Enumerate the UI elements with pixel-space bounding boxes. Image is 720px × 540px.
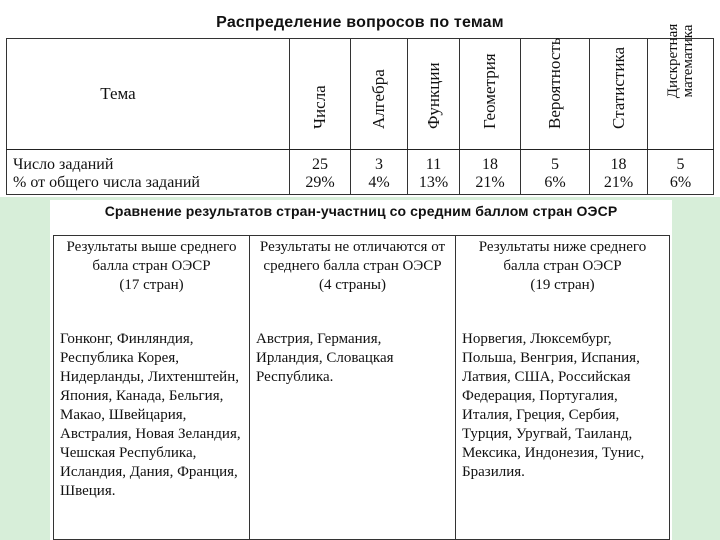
- table-cell: 18: [460, 150, 521, 175]
- comparison-column-header: [456, 236, 670, 331]
- row-label: % от общего числа заданий: [7, 174, 290, 195]
- topic-name: Функции: [423, 62, 443, 129]
- table-cell: 6%: [648, 174, 714, 195]
- topic-column-header: [590, 39, 648, 150]
- topics-panel: [0, 0, 720, 197]
- country-list: Норвегия, Люксембург, Польша, Венгрия, Испания, Латвия, США, Российская Федерация, Португалия, Италия, Греция, Сербия, Турция, Уругвай, Таиланд, Мексика, Индонезия, Тунис, Бразилия.: [456, 330, 670, 540]
- table-cell: 5: [648, 150, 714, 175]
- topic-column-header: [408, 39, 460, 150]
- table-cell: 21%: [460, 174, 521, 195]
- comparison-header-row: [54, 236, 670, 331]
- table-cell: 6%: [521, 174, 590, 195]
- table-cell: 11: [408, 150, 460, 175]
- table-cell: 5: [521, 150, 590, 175]
- column-heading: Результаты не отличаются от среднего балла стран ОЭСР (4 страны): [259, 239, 446, 293]
- topic-name: Числа: [310, 85, 329, 129]
- topic-name: Алгебра: [369, 69, 388, 129]
- country-list: Австрия, Германия, Ирландия, Словацкая Республика.: [250, 330, 456, 540]
- topic-header-label: Тема: [7, 39, 290, 150]
- table-cell: 3: [351, 150, 408, 175]
- topic-name: Дискретная математика: [664, 23, 696, 99]
- comparison-title: Сравнение результатов стран-участниц со средним баллом стран ОЭСР: [104, 203, 618, 219]
- table-cell: 4%: [351, 174, 408, 195]
- column-heading: Результаты выше среднего балла стран ОЭСР: [66, 239, 237, 274]
- topic-column-header: [290, 39, 351, 150]
- topics-title: Распределение вопросов по темам: [216, 14, 504, 31]
- topics-header-row: [7, 39, 714, 150]
- topic-column-header: [351, 39, 408, 150]
- topic-column-header: [648, 23, 714, 150]
- topics-table: [6, 23, 714, 195]
- table-row: [7, 150, 714, 175]
- table-cell: 21%: [590, 174, 648, 195]
- country-count: (19 стран): [530, 277, 595, 293]
- comparison-column-header: [54, 236, 250, 331]
- topic-column-header: [460, 39, 521, 150]
- comparison-table: [53, 235, 670, 540]
- topic-column-header: [521, 39, 590, 150]
- table-row: [7, 174, 714, 195]
- comparison-panel: [50, 200, 672, 540]
- topic-name: Вероятность: [545, 37, 564, 129]
- topic-name: Геометрия: [480, 53, 499, 129]
- table-cell: 13%: [408, 174, 460, 195]
- country-list: Гонконг, Финляндия, Республика Корея, Нидерланды, Лихтенштейн, Япония, Канада, Бельгия, Макао, Швейцария, Австралия, Новая Зеландия, Чешская Республика, Исландия, Дания, Франция, Швеция.: [54, 330, 250, 540]
- topic-name: Статистика: [608, 46, 628, 129]
- country-count: (17 стран): [119, 277, 184, 293]
- comparison-column-header: [250, 236, 456, 331]
- comparison-body-row: [54, 330, 670, 540]
- table-cell: 29%: [290, 174, 351, 195]
- table-cell: 25: [290, 150, 351, 175]
- row-label: Число заданий: [7, 150, 290, 175]
- table-cell: 18: [590, 150, 648, 175]
- column-heading: Результаты ниже среднего балла стран ОЭСР: [478, 239, 647, 274]
